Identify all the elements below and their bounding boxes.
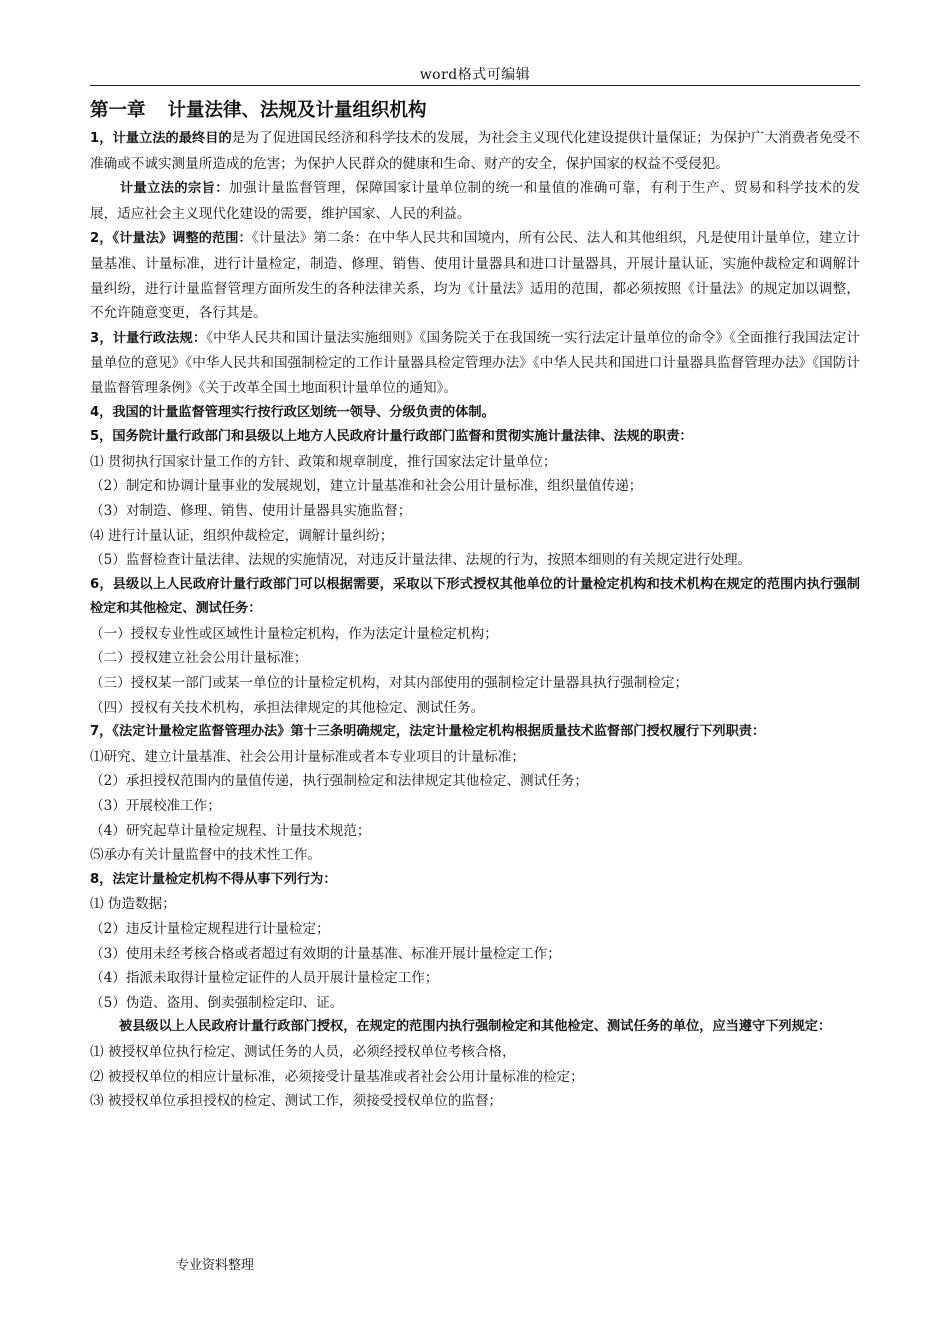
document-body [90, 97, 860, 1114]
section-1 [90, 126, 860, 176]
list-item: （一）授权专业性或区域性计量检定机构，作为法定计量检定机构； [90, 625, 498, 642]
section-9-heading: 被县级以上人民政府计量行政部门授权，在规定的范围内执行强制检定和其他检定、测试任务的单位，应当遵守下列规定： [119, 1019, 832, 1035]
header-rule [90, 85, 860, 86]
list-item: （四）授权有关技术机构，承担法律规定的其他检定、测试任务。 [90, 699, 485, 716]
section-3 [90, 326, 860, 401]
section-3-heading: 3，计量行政法规： [90, 330, 207, 346]
list-item: （3）开展校准工作； [90, 798, 221, 815]
chapter-title [90, 97, 860, 125]
list-item: （2）违反计量检定规程进行计量检定； [90, 921, 330, 937]
section-5-heading: 5，国务院计量行政部门和县级以上地方人民政府计量行政部门监督和贯彻实施计量法律、法规的职责： [90, 429, 693, 445]
list-item: （2）制定和协调计量事业的发展规划，建立计量基准和社会公用计量标准，组织量值传递； [90, 478, 643, 495]
section-2-heading: 2，《计量法》调整的范围： [90, 231, 252, 247]
page-header: word格式可编辑 [419, 67, 531, 83]
list-item: ⑴研究、建立计量基准、社会公用计量标准或者本专业项目的计量标准； [90, 748, 525, 765]
chapter-name: 计量法律、法规及计量组织机构 [167, 100, 427, 121]
chapter-number: 第一章 [90, 100, 146, 121]
section-6-heading: 6，县级以上人民政府计量行政部门可以根据需要，采取以下形式授权其他单位的计量检定机构和技术机构在规定的范围内执行强制检定和其他检定、测试任务： [90, 576, 860, 617]
list-item: （5）伪造、盗用、倒卖强制检定印、证。 [90, 994, 344, 1011]
section-4-heading: 4，我国的计量监督管理实行按行政区划统一领导、分级负责的体制。 [90, 404, 495, 420]
list-item: （三）授权某一部门或某一单位的计量检定机构，对其内部使用的强制检定计量器具执行强制检定； [90, 675, 689, 692]
list-item: （5）监督检查计量法律、法规的实施情况，对违反计量法律、法规的行为，按照本细则的有关规定进行处理。 [90, 552, 752, 569]
section-1b-heading: 计量立法的宗旨： [119, 181, 229, 197]
section-8-heading: 8，法定计量检定机构不得从事下列行为： [90, 871, 337, 887]
section-1b [90, 176, 860, 226]
section-1b-text: 加强计量监督管理，保障国家计量单位制的统一和量值的准确可靠，有利于生产、贸易和科学技术的发展，适应社会主义现代化建设的需要，维护国家、人民的利益。 [90, 180, 861, 222]
list-item: ⑸承办有关计量监督中的技术性工作。 [90, 847, 322, 864]
list-item: （4）研究起草计量检定规程、计量技术规范； [90, 822, 371, 839]
section-2 [90, 226, 860, 325]
list-item: ⑷ 进行计量认证，组织仲裁检定，调解计量纠纷； [90, 527, 394, 544]
section-1-heading: 1，计量立法的最终目的 [90, 131, 232, 146]
list-item: （2）承担授权范围内的量值传递，执行强制检定和法律规定其他检定、测试任务； [90, 773, 589, 790]
list-item: （二）授权建立社会公用计量标准； [90, 650, 308, 667]
section-7-heading: 7，《法定计量检定监督管理办法》第十三条明确规定，法定计量检定机构根据质量技术监督部门授权履行下列职责： [90, 724, 766, 740]
list-item: ⑴ 被授权单位执行检定、测试任务的人员，必须经授权单位考核合格， [90, 1043, 516, 1060]
section-3-text: 《中华人民共和国计量法实施细则》《国务院关于在我国统一实行法定计量单位的命令》《全面推行我国法定计量单位的意见》《中华人民共和国强制检定的工作计量器具检定管理办法》《中华人民共和国进口计量器具监督管理办法》《国防计量监督管理条例》《关于改革全国土地面积计量单位的通知》。 [90, 329, 860, 396]
list-item: （3）对制造、修理、销售、使用计量器具实施监督； [90, 502, 412, 519]
page-footer: 专业资料整理 [176, 1258, 255, 1273]
list-item: ⑶ 被授权单位承担授权的检定、测试工作，须接受授权单位的监督； [90, 1093, 503, 1110]
list-item: （4）指派未取得计量检定证件的人员开展计量检定工作； [90, 970, 439, 987]
list-item: ⑴ 贯彻执行国家计量工作的方针、政策和规章制度，推行国家法定计量单位； [90, 453, 557, 470]
list-item: （3）使用未经考核合格或者超过有效期的计量基准、标准开展计量检定工作； [90, 945, 561, 962]
section-1-text: 是为了促进国民经济和科学技术的发展，为社会主义现代化建设提供计量保证；为保护广大消费者免受不准确或不诚实测量所造成的危害；为保护人民群众的健康和生命、财产的安全，保护国家的权益不受侵犯。 [90, 130, 860, 172]
section-2-text: 《计量法》第二条：在中华人民共和国境内，所有公民、法人和其他组织，凡是使用计量单位，建立计量基准、计量标准，进行计量检定，制造、修理、销售、使用计量器具和进口计量器具，开展计量认证，实施仲裁检定和调解计量纠纷，进行计量监督管理方面所发生的各种法律关系，均为《计量法》适用的范围，都必须按照《计量法》的规定加以调整，不允许随意变更，各行其是。 [90, 230, 860, 322]
list-item: ⑴ 伪造数据； [90, 896, 176, 913]
list-item: ⑵ 被授权单位的相应计量标准，必须接受计量基准或者社会公用计量标准的检定； [90, 1068, 584, 1085]
